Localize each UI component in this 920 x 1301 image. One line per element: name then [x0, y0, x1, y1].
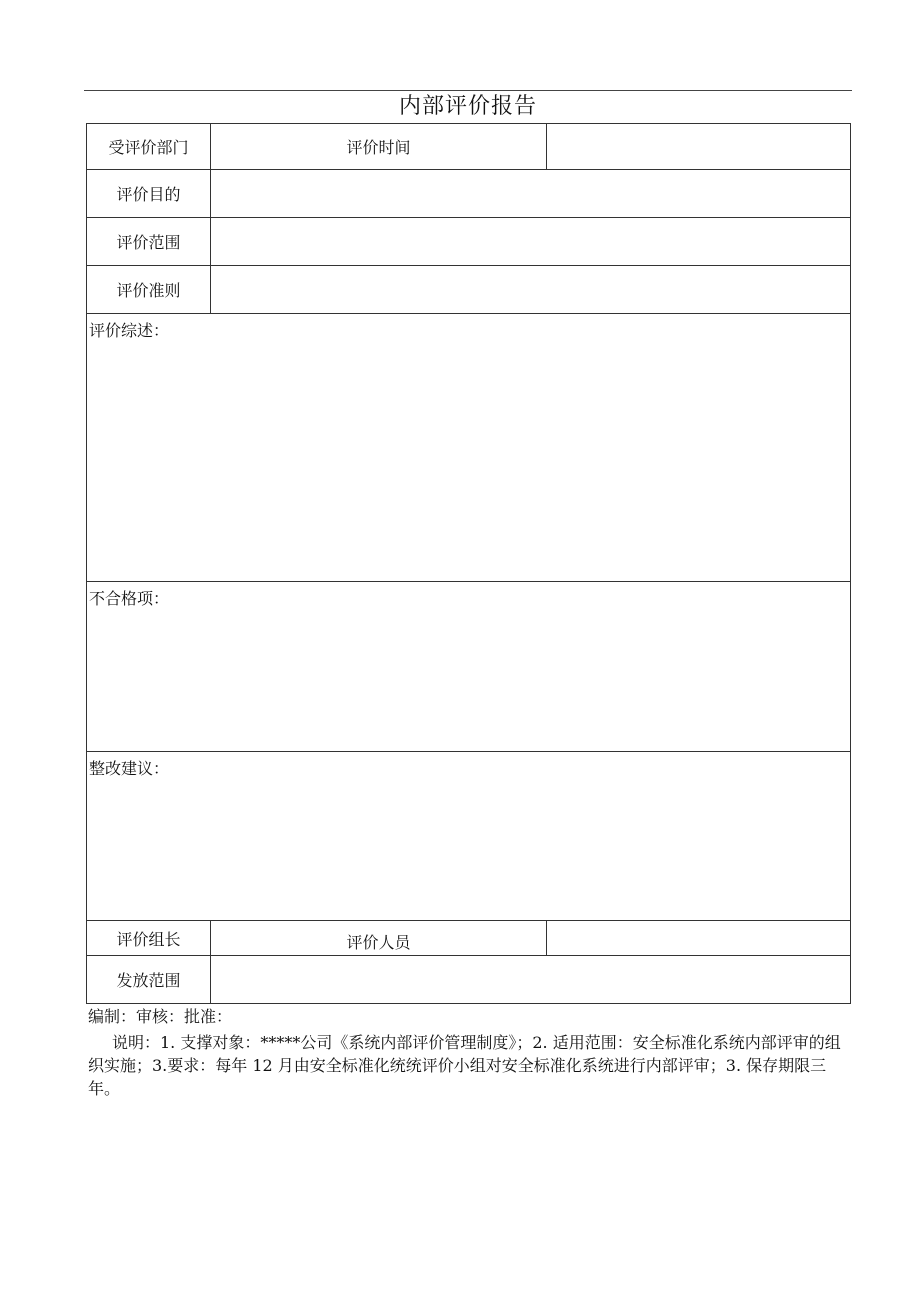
- summary-section[interactable]: [87, 314, 851, 582]
- table-row: [87, 170, 851, 218]
- leader-label: 评价组长: [87, 921, 211, 956]
- members-label: 评价人员: [211, 921, 547, 956]
- table-row: [87, 956, 851, 1004]
- evaluation-form-table: [86, 123, 851, 1004]
- scope-label: 评价范围: [87, 218, 211, 266]
- nonconformity-label: 不合格项：: [89, 589, 170, 608]
- table-row: [87, 582, 851, 752]
- dept-label: 受评价部门: [87, 124, 211, 170]
- table-row: [87, 752, 851, 921]
- time-label: 评价时间: [211, 124, 547, 170]
- table-row: [87, 124, 851, 170]
- table-row: [87, 218, 851, 266]
- table-row: [87, 921, 851, 956]
- header-rule: [84, 90, 852, 91]
- table-row: [87, 266, 851, 314]
- purpose-label: 评价目的: [87, 170, 211, 218]
- nonconformity-section[interactable]: [87, 582, 851, 752]
- signoff-line: 编制：审核：批准：: [88, 1007, 233, 1026]
- distribution-label: 发放范围: [87, 956, 211, 1004]
- footer: [88, 1005, 848, 1100]
- rectification-label: 整改建议：: [89, 759, 170, 778]
- time-value-cell[interactable]: [547, 124, 851, 170]
- page-title: 内部评价报告: [398, 94, 537, 119]
- criteria-label: 评价准则: [87, 266, 211, 314]
- summary-label: 评价综述：: [89, 321, 170, 340]
- criteria-value-cell[interactable]: [211, 266, 851, 314]
- table-row: [87, 314, 851, 582]
- scope-value-cell[interactable]: [211, 218, 851, 266]
- members-value-cell[interactable]: [547, 921, 851, 956]
- purpose-value-cell[interactable]: [211, 170, 851, 218]
- rectification-section[interactable]: [87, 752, 851, 921]
- explanation-note: 说明：1. 支撑对象：*****公司《系统内部评价管理制度》；2. 适用范围：安全标准化系统内部评审的组织实施；3.要求：每年 12 月由安全标准化统统评价小组对安全标准化系统进行内部评审；3. 保存期限三年。: [88, 1033, 841, 1098]
- distribution-value-cell[interactable]: [211, 956, 851, 1004]
